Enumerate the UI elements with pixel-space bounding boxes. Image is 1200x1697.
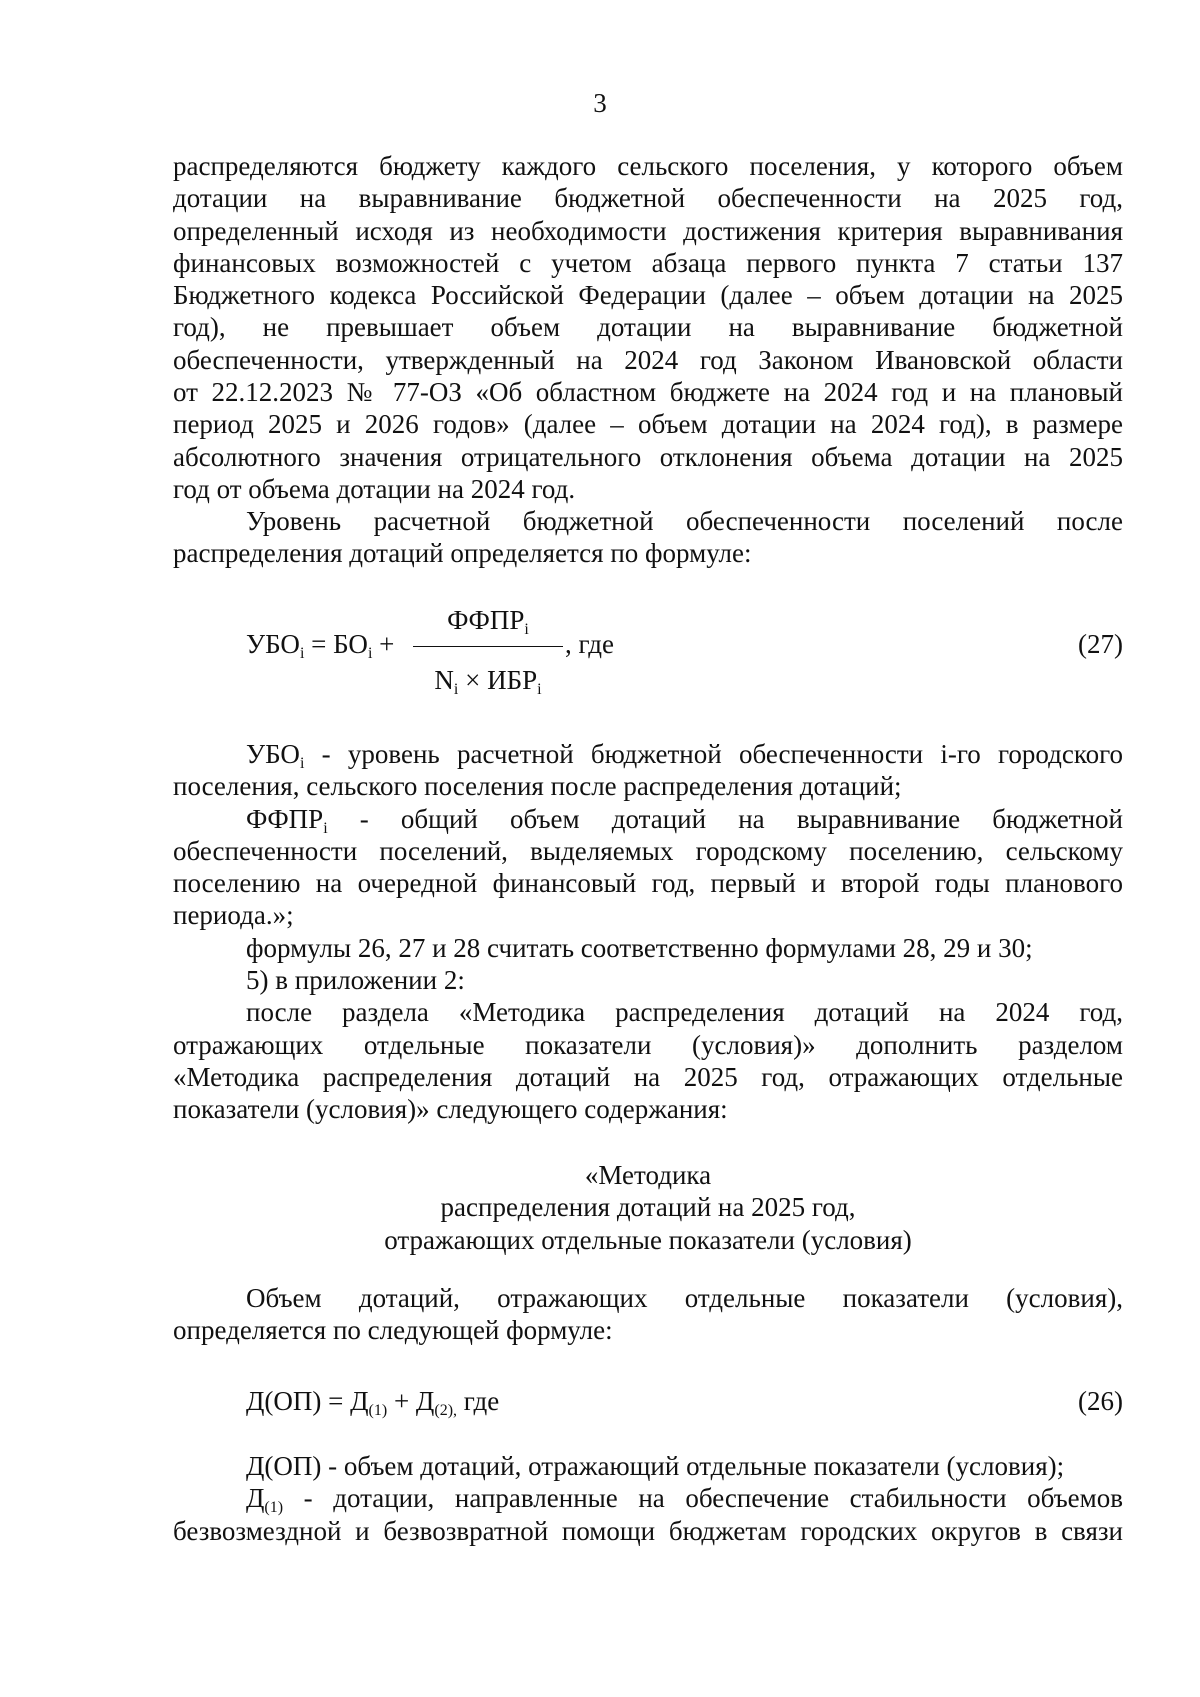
text-line: 5) в приложении 2: [246, 965, 465, 996]
text-line: период 2025 и 2026 годов» (далее – объем дотации на 2024 год), в размере [173, 409, 1123, 440]
text-line: «Методика распределения дотаций на 2025 год, отражающих отдельные [173, 1061, 1123, 1092]
text-line: обеспеченности поселений, выделяемых городскому поселению, сельскому [173, 835, 1123, 866]
text-line: Объем дотаций, отражающих отдельные показатели (условия), [246, 1283, 1123, 1313]
text-line: определяется по следующей формуле: [173, 1315, 613, 1346]
section-title [173, 1159, 1123, 1256]
fraction-bar [413, 646, 563, 647]
formula-26 [173, 1386, 1123, 1422]
text-line: абсолютного значения отрицательного отклонения объема дотации на 2025 [173, 441, 1123, 472]
text-line: отражающих отдельные показатели (условия)» дополнить разделом [173, 1029, 1123, 1060]
title-line: отражающих отдельные показатели (условия) [384, 1224, 912, 1255]
formula-where: , где [565, 629, 614, 659]
formula-expression: $Д(ОП) = Д_{(1)} + Д_{(2),}$ где [246, 1386, 500, 1419]
paragraph-level-formula-intro [173, 505, 1123, 570]
title-line: распределения дотаций на 2025 год, [440, 1192, 856, 1223]
definition-ubo: $УБО_i$ - уровень расчетной бюджетной обеспеченности i-го городского [246, 739, 1123, 772]
text-line: поселению на очередной финансовый год, первый и второй годы планового [173, 868, 1123, 899]
definition-d1: $Д_{(1)}$ - дотации, направленные на обеспечение стабильности объемов [246, 1483, 1123, 1517]
formula-number: (27) [1078, 629, 1123, 659]
text-line: поселения, сельского поселения после распределения дотаций; [173, 771, 902, 802]
text-line: год от объема дотации на 2024 год. [173, 473, 576, 504]
formula-denominator: $N_i \times ИБР_i$ [434, 665, 542, 698]
definition-ffpr: $ФФПР_i$ - общий объем дотаций на выравнивание бюджетной [246, 803, 1123, 837]
text-line: распределяются бюджету каждого сельского поселения, у которого объем [173, 151, 1123, 181]
formula-27 [173, 605, 1123, 705]
formula-numerator: $ФФПР_i$ [447, 605, 529, 638]
formula-lhs: $УБО_i = БО_i$ + [246, 629, 395, 662]
text-line: обеспеченности, утвержденный на 2024 год Законом Ивановской области [173, 344, 1123, 375]
text-line: формулы 26, 27 и 28 считать соответственно формулами 28, 29 и 30; [246, 932, 1033, 963]
paragraph-volume [173, 1282, 1123, 1347]
text-line: периода.»; [173, 900, 294, 931]
text-line: финансовых возможностей с учетом абзаца первого пункта 7 статьи 137 [173, 247, 1123, 278]
text-line: Уровень расчетной бюджетной обеспеченности поселений после [246, 506, 1123, 536]
text-line: определенный исходя из необходимости достижения критерия выравнивания [173, 215, 1123, 246]
text-line: дотации на выравнивание бюджетной обеспеченности на 2025 год, [173, 183, 1123, 214]
text-line: Бюджетного кодекса Российской Федерации (далее – объем дотации на 2025 [173, 280, 1123, 311]
page-number: 3 [593, 88, 607, 118]
text-line: распределения дотаций определяется по формуле: [173, 538, 752, 569]
formula-number: (26) [1078, 1386, 1123, 1416]
text-line: от 22.12.2023 № 77-ОЗ «Об областном бюджете на 2024 год и на плановый [173, 377, 1123, 408]
text-line: после раздела «Методика распределения дотаций на 2024 год, [246, 997, 1123, 1028]
paragraph-distribution [173, 150, 1123, 505]
definition-dop: Д(ОП) - объем дотаций, отражающий отдельные показатели (условия); [246, 1451, 1065, 1481]
text-line: безвозмездной и безвозвратной помощи бюджетам городских округов в связи [173, 1515, 1123, 1546]
title-line: «Методика [584, 1160, 712, 1190]
text-line: показатели (условия)» следующего содержания: [173, 1094, 728, 1125]
definitions-27 [173, 738, 1123, 1126]
text-line: год), не превышает объем дотации на выравнивание бюджетной [173, 312, 1123, 343]
definitions-26 [173, 1450, 1123, 1547]
